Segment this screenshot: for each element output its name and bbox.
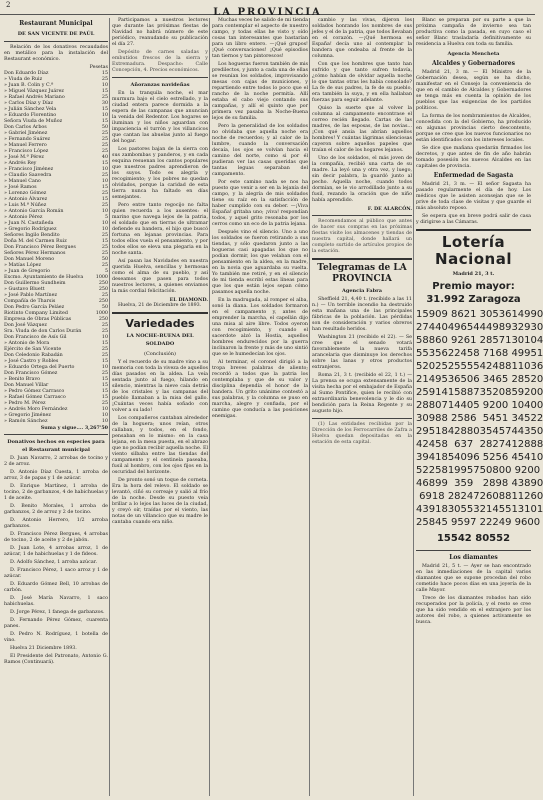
lottery-number: 15909	[416, 309, 448, 320]
lottery-number: 46899	[416, 478, 448, 489]
donor-amount: 25	[101, 191, 108, 196]
donor-amount: 25	[101, 77, 108, 82]
donor-name: » Viuda de Ruiz	[4, 77, 43, 82]
donor-name: Don Eduardo Díaz	[4, 71, 49, 76]
prize-line: Premio mayor: 31.992 Zaragoza	[426, 281, 521, 305]
lottery-number: 5451	[482, 413, 509, 424]
donor-amount: 10	[101, 227, 108, 232]
lottery-number: 52025	[416, 361, 448, 372]
paragraph: Al terminar, el coronel dirigió a la tropa breves palabras de aliento; recordó a todos que la patria los contemplaba y que de su valor y disciplina dependía el honor de la bandera. Un grito unánime contestó a sus palabras, y la columna se puso en marcha, alegre y confiada, por el camino que conducía a las posiciones enemigas.	[212, 360, 308, 419]
donor-amount: 10	[101, 179, 108, 184]
donor-amount: 25	[101, 173, 108, 178]
lottery-number: 28247	[447, 491, 480, 502]
donor-name: » Antonio de Mora	[4, 341, 50, 346]
running-total: Suma y sigue.... 3,267'50	[40, 425, 108, 431]
top-paragraph: Blanc se preparan por su parte a que la próxima campaña de invierno sea tan productiva como la pasada, en cuyo caso el señor Blanc trasladaría definitivamente su residencia a Huelva con toda su familia.	[416, 18, 531, 47]
donor-amount: 25	[101, 143, 108, 148]
donor-amount: 15	[101, 161, 108, 166]
story-subtitle: (Conclusión)	[144, 351, 176, 357]
lottery-number: 15887	[447, 387, 480, 398]
donor-amount: 15	[101, 389, 108, 394]
paragraph: Pero entre tanto regocijo no falta quien recuerda a los ausentes: el marino que navega lejos de la patria, el soldado que en tierras de ultramar defiende su bandera, el hijo que buscó fortuna en lejanas provincias. Para todos ellos vuela el pensamiento, y por todos ellos se eleva una plegaria en la noche santa.	[112, 203, 208, 256]
author-signature: F. DE ALARCÓN.	[367, 206, 412, 212]
lottery-number: 28274	[479, 439, 512, 450]
donor-amount: 25	[101, 263, 108, 268]
lottery-number: 44989	[479, 322, 512, 333]
donation-item: D. Benito Morales, 1 arroba de garbanzos, 2 de arroz y 2 de tocino.	[4, 504, 108, 515]
signature-line: El Presidente del Patronato, Antonio G. Ramos (Continuará).	[4, 654, 108, 665]
donor-amount: 25	[101, 233, 108, 238]
donor-name: » Lorenzo Gómez	[4, 191, 47, 196]
page-number: 2	[6, 1, 11, 9]
lottery-number: 5256	[482, 452, 509, 463]
donor-name: » Manuel Cano	[4, 179, 41, 184]
divider	[416, 550, 531, 551]
donation-item: D. José María Navarro, 1 saco habichuelas.	[4, 596, 108, 607]
donor-name: » Antonio Álvarez	[4, 197, 48, 202]
donor-name: Don Francisco Pérez Bergues	[4, 245, 76, 250]
paragraph: Y el recuerdo de su madre vino a su memoria con toda la viveza de aquellos días pasados en la aldea. La veía sentada junto al fuego, hilando en silencio, mientras la nieve caía detrás de los cristales y las campanas del pueblo llamaban a la misa del gallo. ¡Cuántas veces había soñado con volver a su lado!	[112, 360, 208, 413]
donor-name: » Pedro M. Pérez	[4, 401, 46, 406]
paragraph: En la madrugada, al romper el alba, sonó la diana. Los soldados formaron en el campamento y, antes de emprender la marcha, el capellán dijo una misa al aire libre. Todos oyeron con recogimiento, y cuando el sacerdote alzó la Hostia, aquellos hombres endurecidos por la guerra inclinaron la frente y más de uno sintió que se le humedecían los ojos.	[212, 298, 308, 357]
lottery-number: 8621	[450, 309, 477, 320]
column-rule	[109, 18, 110, 796]
donor-amount: 250	[98, 299, 108, 304]
paragraph: Uno de los soldados, el más joven de la compañía, recibió una carta de su madre. La leyó una y otra vez, y luego, sin decir palabra, la guardó junto al pecho. Aquella noche, cuando todos dormían, se le vio arrodillado junto a su fusil, rezando la oración que de niño había aprendido.	[312, 156, 412, 203]
donor-name: » Benito Bravo	[4, 377, 41, 382]
divider	[4, 41, 108, 42]
items-heading: Donativos hechos en especies para el Restaurant municipal	[7, 439, 105, 453]
donor-name: Señores Ingilo Bendito	[4, 233, 60, 238]
dateline: Huelva 21 Diciembre 1893.	[10, 646, 77, 651]
lottery-number: 9597	[450, 517, 477, 528]
lottery-number: 49951	[511, 348, 543, 359]
donor-name: » Claudio Saavedra	[4, 173, 52, 178]
donor-name: » Gregorio Rodríguez	[4, 227, 57, 232]
donor-amount: 1000	[95, 275, 108, 280]
donor-amount: 25	[101, 251, 108, 256]
column-4	[312, 18, 412, 796]
donor-amount: 10	[101, 83, 108, 88]
lottery-number: 29518	[416, 426, 448, 437]
donor-amount: 25	[101, 203, 108, 208]
paragraph: Con que los hombres que tanto han sufrido y que tanto sufren todavía, ¿cómo habían de olvidar aquella noche lo que tantas otras les había consolado? La fe de sus padres, la fe de su pueblo, era también la suya, y en ella hallaban fuerzas para seguir adelante.	[312, 62, 412, 103]
donation-item: D. Antonio Díaz Cuesta, 1 arroba de arroz, 3 de papas y 1 de azúcar.	[4, 470, 108, 481]
donation-item: D. Enrique Martínez, 1 arroba de tocino, 2 de garbanzos, 4 de habichuelas y 1 de aceite.	[4, 484, 108, 501]
news-heading-alcaldes: Alcaldes y Gobernadores	[432, 60, 515, 67]
lottery-number: 9600	[514, 517, 541, 528]
donation-item: D. Juan Lote, 4 arrobas arroz, 1 de azúcar, 1 de habichuelas y 1 de fideos.	[4, 546, 108, 557]
lottery-number: 35208	[479, 387, 512, 398]
donor-amount: 25	[101, 245, 108, 250]
lottery-number: 36506	[447, 374, 480, 385]
lottery-number: 21455	[479, 504, 512, 515]
lottery-numbers	[416, 308, 543, 529]
masthead-title: LA PROVINCIA	[213, 7, 322, 18]
divider	[312, 258, 412, 260]
donor-name: Don Manuel Moreno	[4, 257, 55, 262]
column-5	[416, 18, 543, 796]
lottery-number: 359	[454, 478, 474, 489]
divider	[416, 229, 531, 231]
running-head	[0, 0, 535, 18]
donor-name: Don Celedonio Rabadán	[4, 353, 63, 358]
donor-amount: 25	[101, 149, 108, 154]
donation-item: D. Adolfo Sánchez, 1 arroba azúcar.	[10, 560, 97, 565]
donor-name: » Andrés Moro Fernández	[4, 407, 68, 412]
donor-amount: 15	[101, 107, 108, 112]
news-paragraph: Se dice que mañana quedarán firmados los decretos, y que antes de fin de año habrán tomado posesión los nuevos Alcaldes en las capitales de provincia.	[416, 146, 531, 169]
lottery-number: 45410	[511, 452, 543, 463]
lottery-number: 42458	[416, 439, 448, 450]
donor-amount: 10	[101, 413, 108, 418]
lottery-number: 30104	[511, 335, 543, 346]
lottery-number: 54096	[447, 452, 480, 463]
donor-amount: 10	[101, 407, 108, 412]
footnote: (1) Las entidades recibidas por la Dirección de los Ferrocarriles de Zafra a Huelva quedan depositadas en la estación de esta capital.	[312, 422, 412, 445]
column-rule	[413, 18, 414, 796]
column-1	[4, 18, 108, 796]
donor-amount: 25	[101, 401, 108, 406]
lottery-number: 44350	[511, 426, 543, 437]
lottery-number: 2898	[482, 478, 509, 489]
donor-amount: 25	[101, 371, 108, 376]
paragraph: En la tranquila noche, el mar murmura bajo el cielo estrellado, y la ciudad entera parece dormida a la espera de las campanas que anuncian la venida del Redentor. Los hogares se iluminan y los niños aguardan con impaciencia el turrón y los villancicos que cantan las abuelas junto al fuego del hogar.	[112, 91, 208, 144]
donor-name: Señora Viuda de Muñoz	[4, 119, 63, 124]
donor-name: » José M.ª Pérez	[4, 155, 44, 160]
donor-name: Sra. Viuda de don Carlos Durán	[4, 329, 82, 334]
divider	[112, 312, 208, 314]
prize-tail: 15542 80552	[436, 533, 511, 544]
donor-amount: 10	[101, 335, 108, 340]
lottery-number: 11036	[511, 361, 543, 372]
donor-name: Riotinto Company Limited	[4, 311, 68, 316]
article-date: Huelva, 21 de Diciembre de 1893.	[118, 303, 202, 308]
donor-name: » Francisco Jiménez	[4, 167, 54, 172]
lottery-number: 9261	[450, 335, 477, 346]
lottery-number: 52258	[416, 465, 448, 476]
donor-name: » Juan N. Castañeda	[4, 221, 54, 226]
divider	[112, 77, 208, 78]
donor-name: » Rafael Andrés Mariano	[4, 95, 65, 100]
donor-amount: 15	[101, 377, 108, 382]
section-subheading: DE SAN VICENTE DE PAÚL	[17, 31, 95, 37]
donor-name: » José Castro y Robles	[4, 359, 59, 364]
donation-item: D. Juan Navarro, 2 arrobas de tocino y 2 de arroz.	[4, 456, 108, 467]
lottery-number: 10400	[511, 400, 543, 411]
donor-amount: 25	[101, 329, 108, 334]
donor-name: » Miguel Vázquez Juárez	[4, 89, 64, 94]
donation-item: D. Antonio Herrero, 1/2 arroba garbanzos.	[4, 518, 108, 529]
article-body	[112, 91, 208, 295]
telegram-list	[312, 297, 412, 415]
paragraph: Pero la generalidad de los soldados no olvidaba que aquella noche era noche de recuerdos; y al calor de la lumbre, cuando la conversación decaía, los ojos se volvían hacia el camino del norte, como si por él pudieran ver las casas queridas que tantas leguas separaban del campamento.	[212, 124, 308, 177]
donor-name: Señores Pérez Hermanos	[4, 251, 66, 256]
donor-name: Empresa de Obras Públicas	[4, 317, 72, 322]
donor-name: » Gabriel Jiménez	[4, 131, 48, 136]
lottery-title: Lotería Nacional	[435, 233, 512, 268]
donor-name: » Juan de Gregorio	[4, 269, 51, 274]
lottery-number: 30553	[447, 504, 480, 515]
donation-item: D. Francisco Pérez Bergues, 4 arrobas de tocino, 2 de aceite y 2 de jabón.	[4, 532, 108, 543]
news-paragraph: Se espera que en breve podrá salir de casa y dirigirse a las Cámaras.	[416, 214, 531, 225]
paragraph: Después vino el silencio. Uno a uno los soldados se fueron retirando a sus tiendas, y sólo quedaron junto a las hogueras casi apagadas los que no podían dormir, los que velaban con el pensamiento en la aldea, en la madre, en la novia que aguardaba su vuelta. Yo también me retiré, y en el silencio de mi tienda escribí estas líneas para que los que están lejos sepan cómo pasamos aquella noche.	[212, 230, 308, 295]
agency-name: Agencia Fabra	[341, 288, 382, 294]
story-body	[112, 360, 208, 526]
donor-amount: 25	[101, 353, 108, 358]
lottery-number: 11260	[511, 491, 543, 502]
donor-amount: 15	[101, 119, 108, 124]
donor-name: » Gustavo Bluett	[4, 287, 45, 292]
donor-amount: 50	[101, 305, 108, 310]
donor-name: » Julián Sánchez Vela	[4, 107, 57, 112]
donor-name: » Luis M.ª Núñez	[4, 203, 47, 208]
donor-name: » Gregorio Jiménez	[4, 413, 51, 418]
donor-amount: 250	[98, 317, 108, 322]
lottery-number: 35457	[479, 426, 512, 437]
lottery-number: 30988	[416, 413, 448, 424]
donor-name: Don José Vázquez	[4, 323, 47, 328]
article-title: Añoranzas navideñas	[130, 82, 190, 88]
story-title: LA NOCHE-BUENA DEL SOLDADO	[126, 333, 194, 347]
donor-name: » Rafael Gómez Carrasco	[4, 395, 66, 400]
telegrams-title: Telegramas de LA PROVINCIA	[317, 263, 407, 284]
story-conclusion	[312, 18, 412, 204]
lottery-number: 19957	[447, 465, 480, 476]
column-rule	[309, 18, 310, 796]
paragraph: Quiso la suerte que al volver la columna al campamento encontrase el correo recién llegado. Cartas de las madres, de las esposas, de las novias... ¡Con qué ansia las abrían aquellos hombres! Y cuántas lágrimas silenciosas cayeron sobre aquellos papeles que traían el calor de los hogares lejanos.	[312, 106, 412, 153]
donor-amount: 15	[101, 395, 108, 400]
donor-amount: 15	[101, 383, 108, 388]
paragraph: Así pasan las Navidades en nuestra querida Huelva, sencillas y hermosas como el alma de su pueblo, y así deseamos que pasen para todos nuestros lectores, a quienes enviamos la más cordial felicitación.	[112, 259, 208, 294]
news-paragraph: Trece de los diamantes robados han sido recuperados por la policía, y el resto se cree que ha sido vendido en el extranjero por los autores del robo, a quienes activamente se busca.	[416, 596, 531, 625]
donor-name: » Fernando Suárez	[4, 137, 51, 142]
lottery-number: 28520	[511, 374, 543, 385]
donor-amount: 25	[101, 131, 108, 136]
lottery-number: 9200	[482, 400, 509, 411]
lottery-number: 27440	[416, 322, 448, 333]
donor-amount: 10	[101, 113, 108, 118]
lottery-number: 22458	[447, 348, 480, 359]
donor-amount: 250	[98, 281, 108, 286]
donor-name: » Matías López	[4, 263, 42, 268]
donor-amount: 250	[98, 287, 108, 292]
donor-amount: 25	[101, 347, 108, 352]
donor-amount: 50	[101, 257, 108, 262]
column-2	[112, 18, 208, 796]
donation-item: D. Pedro N. Rodríguez, 1 botella de vino.	[4, 632, 108, 643]
lottery-number: 12888	[511, 439, 543, 450]
donor-amount: 15	[101, 89, 108, 94]
donor-name: » Pedro Gómez Carrasco	[4, 389, 65, 394]
story-continuation	[212, 18, 308, 420]
donor-amount: 15	[101, 341, 108, 346]
lottery-number: 32930	[511, 322, 543, 333]
paragraph: cambio y las vivas, dijeron los soldados honrando los nombres de sus jefes y el de la patria, que todos llevaban en el corazón. —¡Qué hermosa es España! decía uno al contemplar la bandera que ondeaba al frente de la columna.	[312, 18, 412, 59]
donor-name: » Andrés Rey	[4, 161, 37, 166]
donor-amount: 5	[104, 269, 108, 274]
donor-name: Don Manuel Villar	[4, 383, 49, 388]
lottery-date: Madrid 21, 3 t.	[452, 271, 495, 277]
news-paragraph: Madrid 21, 3 m. — El señor Sagasta ha pasado regularmente el día de hoy. Los médicos que le asisten aconsejan que se le prive de toda clase de visitas y que guarde el más absoluto reposo.	[416, 182, 531, 211]
lottery-number: 6918	[419, 491, 445, 502]
donor-name: Don Carlos Arbos	[4, 125, 47, 130]
donor-name: » José Ramos	[4, 185, 37, 190]
news-paragraph: La forma de los nombramientos de Alcaldes, concedida con la del Gobierno, ha producido en algunas provincias cierto descontento, porque se cree que los nuevos funcionarios no están identificados con los intereses locales.	[416, 114, 531, 143]
donor-name: » Antonio Pérez	[4, 215, 43, 220]
lottery-number: 25914	[416, 387, 448, 398]
donor-name: Don Pedro García Peláez	[4, 305, 65, 310]
donation-item: D. Francisco Pérez, 1 saco arroz y 1 de azúcar.	[4, 568, 108, 579]
donor-amount: 15	[101, 239, 108, 244]
pesetas-label: Pesetas	[89, 65, 108, 70]
donation-item: D. Fernando Pérez Gómez, cuarenta panes.	[4, 618, 108, 629]
donor-name: » Manuel Ferrero	[4, 143, 47, 148]
lottery-number: 42880	[447, 426, 480, 437]
donor-amount: 1000	[95, 311, 108, 316]
lottery-number: 13101	[511, 504, 543, 515]
lottery-number: 637	[454, 439, 474, 450]
section-heading: Restaurant Municipal	[19, 20, 93, 27]
paragraph: Muchas veces he salido de mi tienda para contemplar el aspecto de nuestro campo, y todas ellas he visto y oído cosas tan interesantes que bastarían para un libro entero. —¡Qué grupos! ¡Qué conversaciones! ¡Qué episodios tan tiernos y tan pintorescos!	[212, 18, 308, 59]
paragraph: Los pastores bajan de la sierra con sus zambombas y panderos, y en cada esquina resuenan los cantos populares que nuestros padres aprendieron de los suyos. Todo es alegría y recogimiento; y los pobres no quedan olvidados, porque la caridad de esta tierra nunca ha faltado en días semejantes.	[112, 147, 208, 200]
donor-amount: 10	[101, 221, 108, 226]
donor-name: » Francisco López	[4, 149, 49, 154]
lottery-number: 14405	[447, 400, 480, 411]
lottery-number: 43890	[511, 478, 543, 489]
lottery-number: 14990	[511, 309, 543, 320]
lottery-number: 55356	[416, 348, 448, 359]
paragraph: De pronto sonó un toque de corneta. Era la hora del relevo. El soldado se levantó, ciñó su correaje y salió al frío de la noche. Desde su puesto veía brillar a lo lejos las luces de la ciudad, y creyó oír, traídas por el viento, las notas de un villancico que su madre le cantaba cuando era niño.	[112, 478, 208, 525]
news-heading-diamantes: Los diamantes	[449, 554, 498, 561]
donor-name: » Eduardo Florentino	[4, 113, 57, 118]
lottery-number: 7168	[482, 348, 509, 359]
donor-name: Compañía de Tharsis	[4, 299, 56, 304]
donor-amount: 25	[101, 137, 108, 142]
lottery-number: 9200	[514, 465, 541, 476]
shopping-notice: Recomendamos al público que antes de hacer sus compras en las próximas fiestas visite los almacenes y tiendas de nuestra capital, donde hallará un completo surtido de artículos propios de la estación.	[312, 219, 412, 254]
news-paragraph: Madrid 21, 5 t. — Ayer se han encontrado en las inmediaciones de la capital varios diamantes que se supone procedan del robo cometido hace pocos días en una joyería de la calle Mayor.	[416, 564, 531, 593]
lottery-number: 42488	[479, 361, 512, 372]
donor-name: » Antonio García Román	[4, 209, 64, 214]
paragraph: Por este camino nada se nos ha puesto que venir a ser en la lejanía del campo, y la alegría de mis soldados tiene su raíz en la satisfacción de haber cumplido con su deber. —¡Viva España! gritaba uno; ¡viva! respondían todos, y aquel grito resonaba por los cerros como un eco de la patria lejana.	[212, 180, 308, 227]
intro-text: Relación de los donativos recaudados en metálico para la instalación del Restaurant económico.	[4, 45, 108, 62]
donor-amount: 10	[101, 365, 108, 370]
donor-name: Ejército de San Vicente	[4, 347, 62, 352]
lottery-number: 39418	[416, 452, 448, 463]
notice-text: Participamos a nuestros lectores que durante las próximas fiestas de Navidad no habrá número de este periódico, reanudando su publicación el día 27.	[112, 18, 208, 47]
donor-name: » Ramón Sánchez	[4, 419, 48, 424]
donor-name: » Eduardo Ortega del Puerto	[4, 365, 75, 370]
divider	[4, 434, 108, 435]
donor-amount: 25	[101, 293, 108, 298]
donor-amount: 15	[101, 71, 108, 76]
donor-name: » Juan B. Colin y C.ª	[4, 83, 54, 88]
donor-name: Don Guillermo Sundheim	[4, 281, 66, 286]
donor-name: » Carlos Díaz y Díaz	[4, 101, 53, 106]
donor-amount: 15	[101, 185, 108, 190]
agency-heading: Agencia Mencheta	[447, 51, 500, 57]
lottery-number: 34522	[511, 413, 543, 424]
telegram: Washington 21 (recibido el 22). — Se cree que el senado votará favorablemente la nueva tarifa arancelaria que disminuye los derechos sobre las lanas y otros productos extranjeros.	[312, 335, 412, 370]
donor-amount: 15	[101, 359, 108, 364]
column-3	[212, 18, 308, 796]
lottery-number: 28571	[479, 335, 512, 346]
news-heading-sagasta: Enfermedad de Sagasta	[433, 172, 514, 179]
paragraph: Los hogueras fueron también de mis predilectos, y junto a cada una de ellas se reunían los soldados, improvisando mesas con cajas de municiones, y repartiendo entre todos lo poco que el rancho de la noche permitía. Allí estaba el cabo viejo contando sus campañas, y allí el quinto que por primera vez pasaba la Noche-Buena lejos de su familia.	[212, 62, 308, 121]
news-paragraph: Madrid 21, 3 m. — El Ministro de la Gobernación desea, según se ha dicho, manifestar en el Consejo la conveniencia de que en el cambio de Alcaldes y Gobernadores se tenga más en cuenta la opinión de los pueblos que las exigencias de los partidos políticos.	[416, 70, 531, 111]
donor-amount: 10	[101, 167, 108, 172]
lottery-number: 58860	[416, 335, 448, 346]
donor-amount: 50	[101, 125, 108, 130]
lottery-number: 50800	[479, 465, 512, 476]
donor-name: Don Francisco de Asís Gil	[4, 335, 67, 340]
lottery-number: 25845	[416, 517, 448, 528]
lottery-number: 22249	[479, 517, 512, 528]
donation-items	[4, 456, 108, 644]
telegram: Roma 21, 3 t. (recibido el 22, 1 t.) — La prensa se ocupa extensamente de la visita hecha por el embajador de España al Sumo Pontífice, quien le recibió con extraordinaria benevolencia y le dio su bendición para la Reina Regente y su augusto hijo.	[312, 373, 412, 414]
divider	[312, 418, 412, 419]
donor-amount: 30	[101, 101, 108, 106]
lottery-number: 2586	[450, 413, 477, 424]
donation-item: D. Jorge Pérez, 1 fanega de garbanzos.	[10, 610, 105, 615]
lottery-number: 43918	[416, 504, 448, 515]
article-signature: EL DIAMOND.	[169, 297, 208, 303]
donor-amount: 15	[101, 197, 108, 202]
section-title-variedades: Variedades	[125, 317, 195, 330]
paragraph: Los compañeros cantaban alrededor de la hoguera; unos reían, otros callaban, y todos, en el fondo, pensaban en lo mismo: en la casa lejana, en la mesa puesta, en el abrazo que no podían recibir aquella noche. El viento silbaba entre las tiendas del campamento y el centinela paseaba, fusil al hombro, con los ojos fijos en la oscuridad del horizonte.	[112, 416, 208, 475]
column-rule	[209, 18, 210, 796]
lottery-number: 26088	[479, 491, 512, 502]
advertisement: Depósito de carnes saladas y embutidos frescos de la sierra y Extremadura. Despacho: Calle Concepción, 4. Precios económicos.	[112, 50, 208, 73]
divider	[312, 215, 412, 216]
donor-amount: 10	[101, 209, 108, 214]
donor-amount: 25	[101, 95, 108, 100]
lottery-number: 3465	[482, 374, 509, 385]
lottery-number: 30536	[479, 309, 512, 320]
lottery-number: 21495	[416, 374, 448, 385]
donor-amount: 25	[101, 323, 108, 328]
donor-amount: 5	[104, 215, 108, 220]
donor-name: » José Pablo Martínez	[4, 293, 57, 298]
donor-name: Doña M. del Carmen Ruiz	[4, 239, 67, 244]
donor-name: Excmo. Ayuntamiento de Huelva	[4, 275, 84, 280]
lottery-number: 28807	[416, 400, 448, 411]
donor-name: Don Francisco Gómez	[4, 371, 58, 376]
donation-item: D. Eduardo Gómez Bell, 10 arrobas de carbón.	[4, 582, 108, 593]
lottery-number: 25555	[447, 361, 480, 372]
lottery-number: 59200	[511, 387, 543, 398]
telegram: Sheffield 21, 4,40 t. (recibido a las 11 n.) — Un terrible incendio ha destruido esta mañana una de las principales fábricas de la población. Las pérdidas son de consideración y varios obreros han resultado heridos.	[312, 297, 412, 332]
donor-amount: 40	[101, 155, 108, 160]
donor-list	[4, 71, 108, 425]
donor-amount: 10	[101, 419, 108, 424]
lottery-number: 49654	[447, 322, 480, 333]
